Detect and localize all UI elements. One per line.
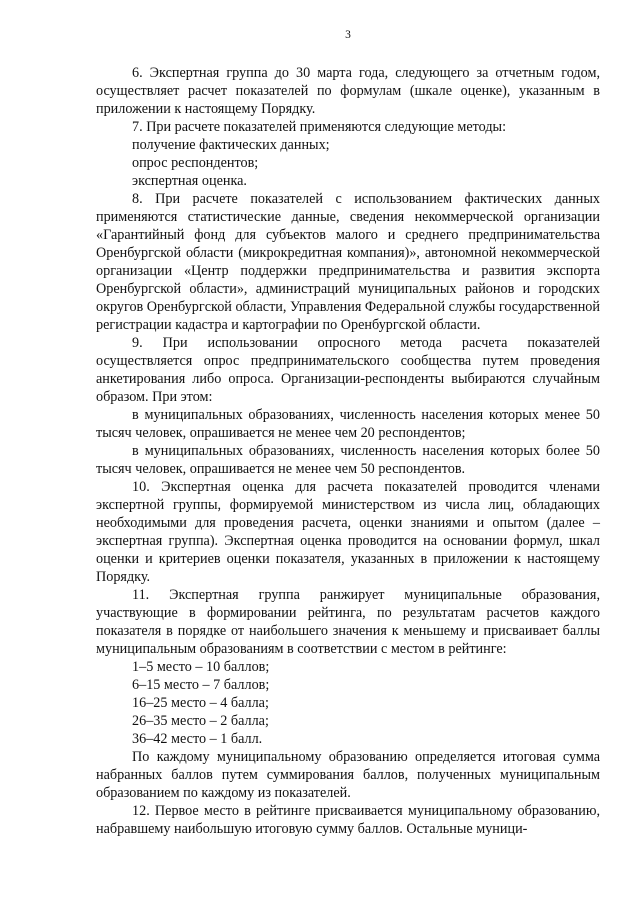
score-item: 16–25 место – 4 балла; [132, 695, 269, 711]
paragraph-7: 7. При расчете показателей применяются следующие методы: [132, 119, 507, 135]
paragraph-8: 8. При расчете показателей с использованием фактических данных применяются статистические данные, сведения некоммерческой организации «Гарантийный фонд для субъектов малого и среднего предпринимательства Оренбургской области (микрокредитная компания)», автономной некоммерческой организации «Центр поддержки предпринимательства и развития экспорта Оренбургской области», администраций муниципальных районов и городских округов Оренбургской области, Управления Федеральной службы государственной регистрации кадастра и картографии по Оренбургской области. [96, 191, 600, 333]
paragraph-9: 9. При использовании опросного метода расчета показателей осуществляется опрос предпринимательского сообщества путем проведения анкетирования либо опроса. Организации-респонденты выбираются случайным образом. При этом: [96, 335, 600, 405]
paragraph-11-total: По каждому муниципальному образованию определяется итоговая сумма набранных баллов путем суммирования баллов, полученных муниципальным образованием по каждому из показателей. [96, 749, 600, 801]
paragraph-9-condition-a: в муниципальных образованиях, численность населения которых менее 50 тысяч человек, опрашивается не менее чем 20 респондентов; [96, 407, 600, 441]
paragraph-11: 11. Экспертная группа ранжирует муниципальные образования, участвующие в формировании рейтинга, по результатам расчетов каждого показателя в порядке от наибольшего значения к меньшему и присваивает баллы муниципальным образованиям в соответствии с местом в рейтинге: [96, 587, 600, 657]
score-item: 6–15 место – 7 баллов; [132, 677, 270, 693]
paragraph-6: 6. Экспертная группа до 30 марта года, следующего за отчетным годом, осуществляет расчет показателей по формулам (шкале оценке), указанным в приложении к настоящему Порядку. [96, 65, 600, 117]
score-item: 1–5 место – 10 баллов; [132, 659, 270, 675]
score-item: 26–35 место – 2 балла; [132, 713, 269, 729]
method-item: получение фактических данных; [132, 137, 330, 153]
paragraph-12: 12. Первое место в рейтинге присваивается муниципальному образованию, набравшему наибольшую итоговую сумму баллов. Остальные муници- [96, 803, 600, 837]
paragraph-9-condition-b: в муниципальных образованиях, численность населения которых более 50 тысяч человек, опрашивается не менее чем 50 респондентов. [96, 443, 600, 477]
paragraph-10: 10. Экспертная оценка для расчета показателей проводится членами экспертной группы, формируемой министерством из числа лиц, обладающих необходимыми для проведения расчета, оценки знаниями и опытом (далее – экспертная группа). Экспертная оценка проводится на основании формул, шкал оценки и критериев оценки показателя, указанных в приложении к настоящему Порядку. [96, 479, 600, 585]
page-number: 3 [345, 29, 351, 41]
method-item: экспертная оценка. [132, 173, 247, 189]
method-item: опрос респондентов; [132, 155, 259, 171]
score-item: 36–42 место – 1 балл. [132, 731, 263, 747]
document-page [96, 28, 600, 838]
